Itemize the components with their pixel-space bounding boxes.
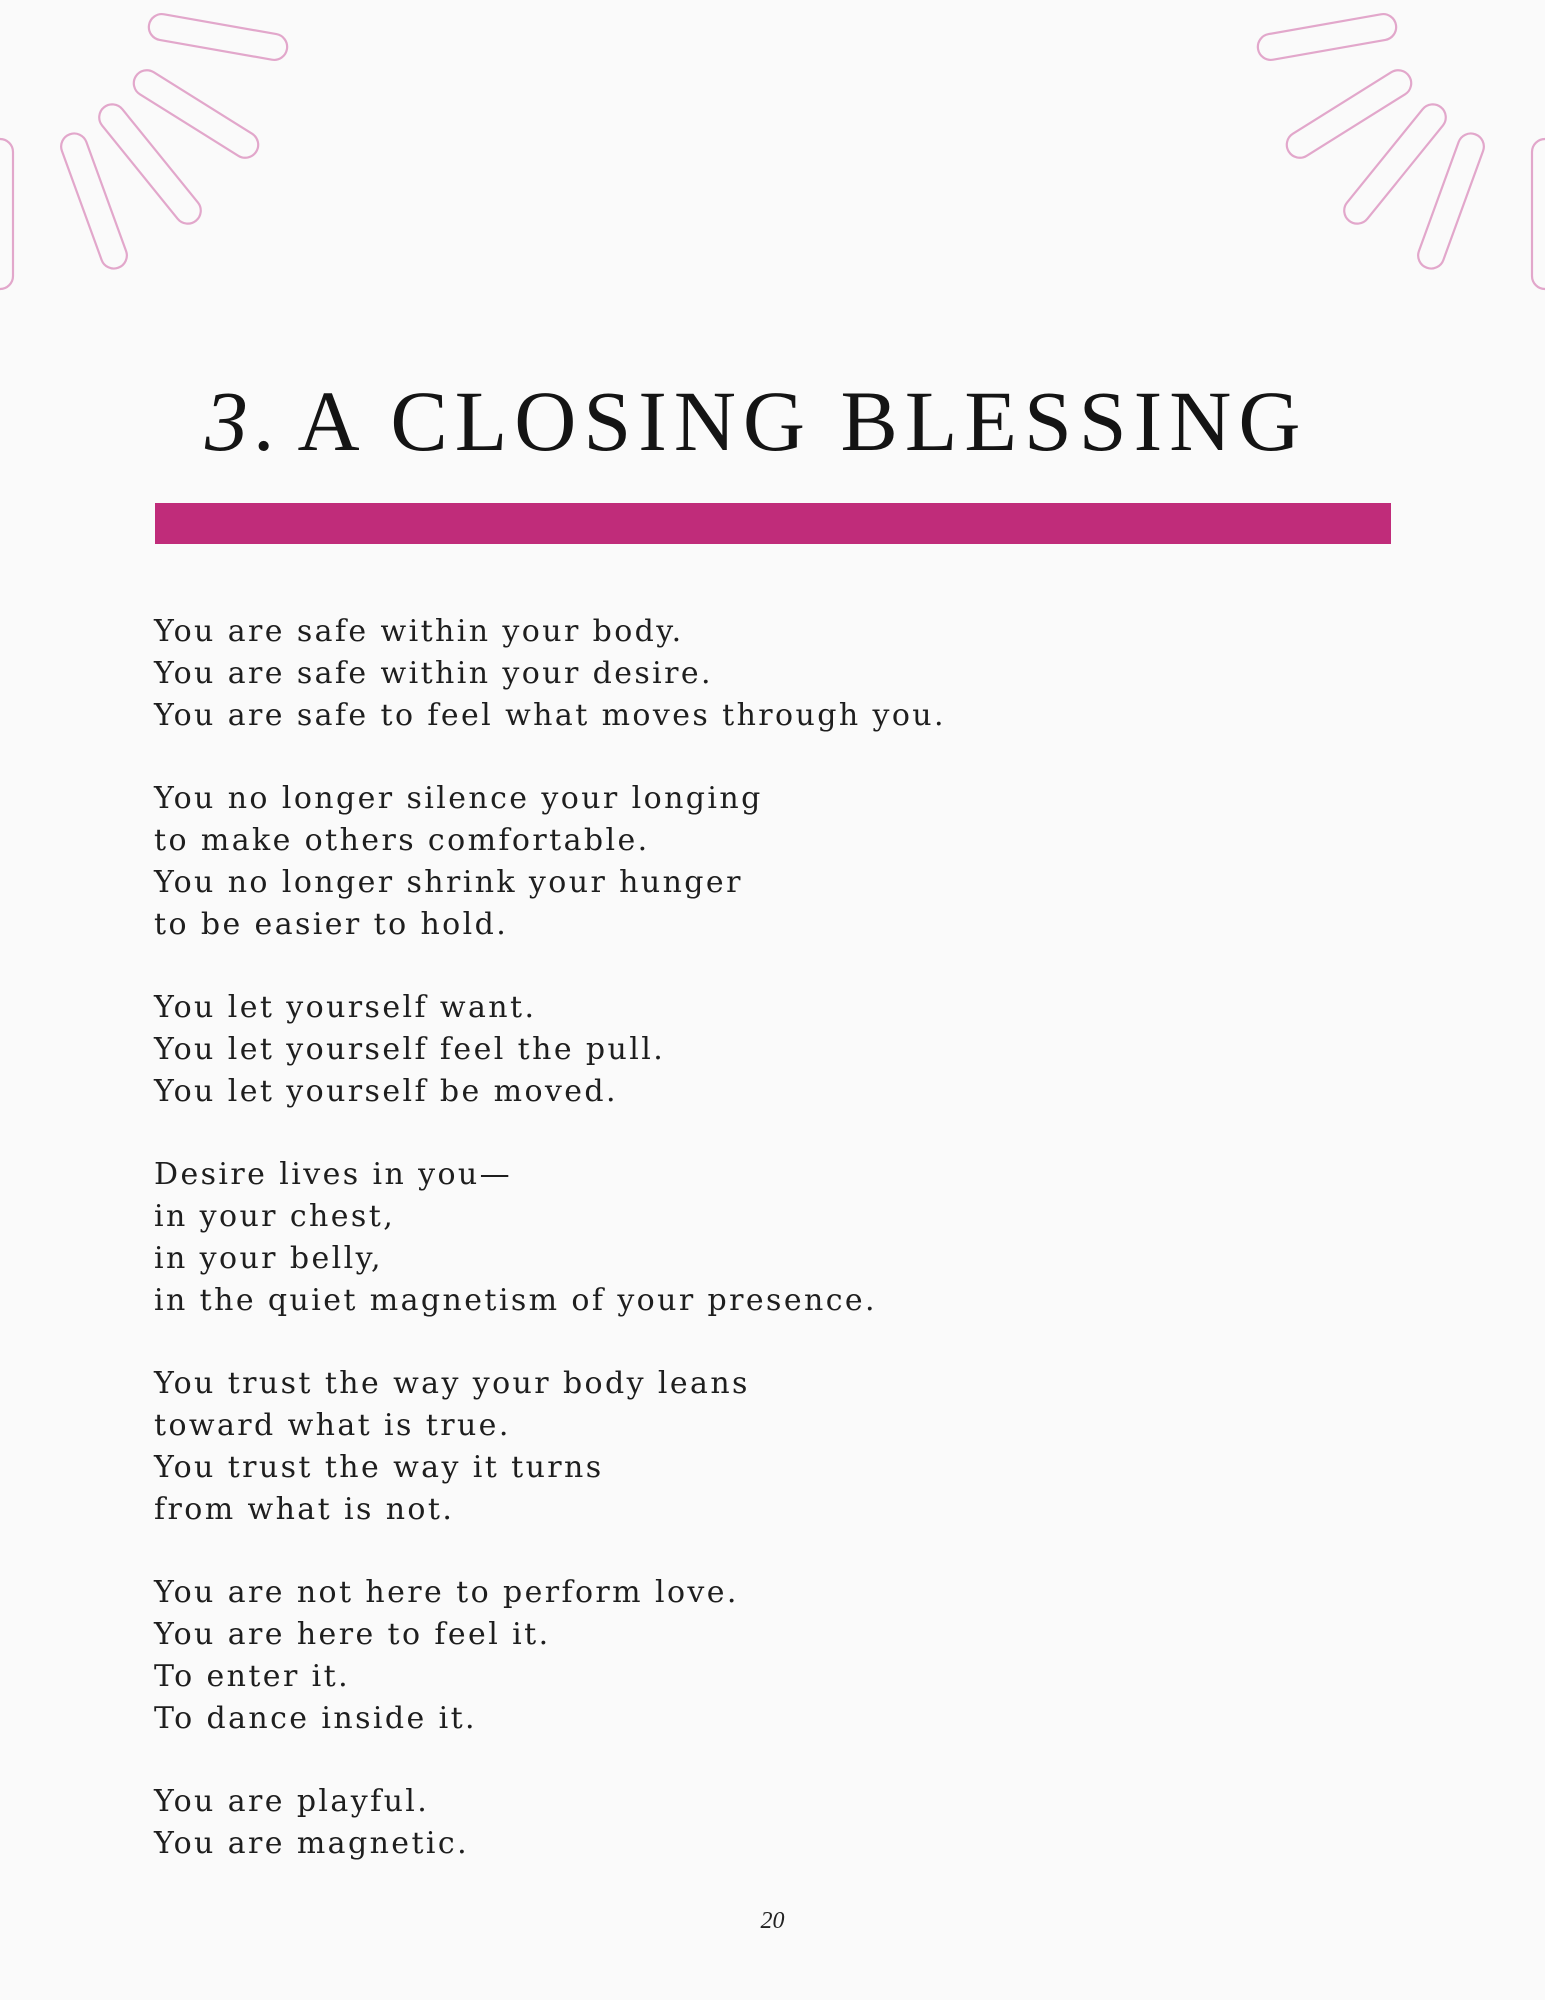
poem-line: You are not here to perform love. — [154, 1575, 739, 1610]
poem-line: To dance inside it. — [154, 1701, 477, 1736]
sun-rays-left-icon — [0, 0, 300, 300]
poem-line: You are safe to feel what moves through you. — [154, 698, 946, 733]
poem-stanza — [154, 778, 1304, 946]
poem-line: You let yourself feel the pull. — [154, 1032, 666, 1067]
title-underline-bar — [155, 503, 1391, 544]
poem-line: You no longer silence your longing — [154, 781, 763, 816]
poem-line: You are safe within your body. — [154, 614, 684, 649]
poem-line: You are playful. — [154, 1784, 430, 1819]
poem-line: in your chest, — [154, 1199, 396, 1234]
poem-line: from what is not. — [154, 1492, 455, 1527]
poem-line: You trust the way your body leans — [154, 1366, 750, 1401]
poem-stanza — [154, 1781, 1304, 1865]
poem-line: toward what is true. — [154, 1408, 511, 1443]
poem-line: You are here to feel it. — [154, 1617, 551, 1652]
poem-line: in your belly, — [154, 1241, 383, 1276]
poem-body — [154, 611, 1304, 1906]
poem-stanza — [154, 1572, 1304, 1740]
poem-line: You let yourself want. — [154, 990, 537, 1025]
poem-line: Desire lives in you— — [154, 1157, 513, 1192]
poem-line: to be easier to hold. — [154, 907, 509, 942]
page-number: 20 — [760, 1908, 785, 1934]
poem-line: in the quiet magnetism of your presence. — [154, 1283, 877, 1318]
poem-stanza — [154, 611, 1304, 737]
poem-stanza — [154, 1363, 1304, 1531]
poem-line: You trust the way it turns — [154, 1450, 604, 1485]
section-number: 3. — [205, 373, 284, 469]
poem-line: You let yourself be moved. — [154, 1074, 618, 1109]
poem-line: You are safe within your desire. — [154, 656, 713, 691]
poem-line: To enter it. — [154, 1659, 351, 1694]
poem-stanza — [154, 987, 1304, 1113]
poem-line: to make others comfortable. — [154, 823, 650, 858]
page-title — [205, 373, 1308, 469]
poem-line: You are magnetic. — [154, 1826, 470, 1861]
sun-rays-right-icon — [1245, 0, 1545, 300]
section-title: A CLOSING BLESSING — [297, 373, 1308, 469]
poem-line: You no longer shrink your hunger — [154, 865, 743, 900]
poem-stanza — [154, 1154, 1304, 1322]
